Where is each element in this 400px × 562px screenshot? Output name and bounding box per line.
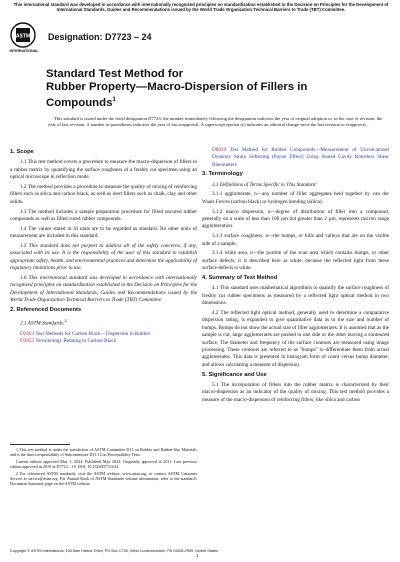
reference-code[interactable]: D3053	[20, 338, 35, 345]
paragraph-3-1-4: 3.1.4 white area, n—the portion of the scan area which contains bumps, or other surface defects; it is described here as white, because the reflected light from these surface defects is white.	[202, 250, 389, 272]
top-banner: This international standard was developed in accordance with internationally recognized principles on standardization established in the Decision on Principles for the Development of International Standards, Guides and Recommendations issued by the World Trade Organization Technical Barriers to Trade (TBT) Committee.	[13, 2, 389, 13]
reference-d2663[interactable]	[10, 331, 197, 338]
footnote-mark-2: 2	[64, 318, 67, 324]
right-column	[202, 147, 389, 407]
paragraph-5-1: 5.1 The incorporation of fillers into the rubber matrix is characterized by their macro-dispersion as an indicator of the quality of mixing. This test method provides a measure of the macro-dispersion of reinforcing fillers, like silica and carbon	[202, 382, 389, 403]
reference-title[interactable]: Test Method for Rubber Compounds—Measurement of Unvulcanized Dynamic Strain Softening (Payne Effect) Using Sealed Cavity Rotorless Shear Rheometers	[212, 147, 390, 168]
logo-label: INTERNATIONAL	[9, 49, 39, 53]
section-5-heading: 5. Significance and Use	[202, 371, 267, 378]
footnotes	[10, 447, 197, 488]
paragraph-4-2: 4.2 The reflected light optical method, generally used to determine a comparative dispersion rating, is expanded to give quantitative data as to the size and number of bumps. Bumps do not show the actual size of filler agglomerates. It is assumed that as the sample is cut, large agglomerates are pushed to one side or the other leaving a contoured surface. The diameter and frequency of the surface contours are measured using image processing. These contours are referred to as "bumps" to differentiate them from actual agglomerates. This data is presented in histogram form of count versus bump diameter, and allows calculating a measure of dispersion.	[202, 309, 389, 368]
copyright-notice: Copyright © ASTM International, 100 Barr Harbor Drive, PO Box C700, West Conshohocken, PA 19428-2959. United States	[10, 549, 219, 553]
issuance-note: This standard is issued under the fixed designation D7723; the number immediately following the designation indicates the year of original adoption or, in the case of revision, the year of last revision. A number in parentheses indicates the year of last reapproval. A superscript epsilon (ε) indicates an editorial change since the last revision or reapproval.	[48, 116, 383, 127]
footnote-1: 1 This test method is under the jurisdiction of ASTM Committee D11 on Rubber and Rubber-like Materials and is the direct responsibility of Subcommittee D11.12 on Processability Tests.	[10, 447, 197, 458]
paragraph-3-1: 3.1 Definitions of Terms Specific to This Standard:	[212, 181, 318, 188]
section-2-heading: 2. Referenced Documents	[10, 306, 82, 313]
footnote-2: 2 For referenced ASTM standards, visit the ASTM website, www.astm.org, or contact ASTM Customer Service at service@astm.org. For Annual Book of ASTM Standards volume information, refer to the standard's Document Summary page on the ASTM website.	[10, 471, 197, 487]
paragraph-1-5: 1.5 This standard does not purport to address all of the safety concerns, if any, associated with its use. It is the responsibility of the user of this standard to establish appropriate safety, health, and environmental practices and determine the applicability of regulatory limitations prior to use.	[10, 242, 197, 272]
title-line-3-text: Compounds	[46, 96, 113, 109]
paragraph-1-6: 1.6 This international standard was developed in accordance with internationally recognized principles on standardization established in the Decision on Principles for the Development of International Standards, Guides and Recommendations issued by the World Trade Organization Technical Barriers to Trade (TBT) Committee.	[10, 274, 197, 304]
paragraph-2-1	[10, 317, 197, 328]
designation: Designation: D7723 – 24	[48, 32, 152, 42]
reference-d3053[interactable]	[10, 338, 197, 345]
paragraph-1-2: 1.2 The method provides a procedure to measure the quality of mixing of reinforcing fillers such as silica and carbon black, as well as inert fillers such as chalk, clay and other solids.	[10, 184, 197, 205]
paragraph-3-1-1: 3.1.1 agglomerate, n—any number of filler aggregates held together by van der Waals Forces (carbon black) or hydrogen bonding (silica).	[202, 191, 389, 205]
reference-title[interactable]: Test Methods for Carbon Black—Dispersion in Rubber	[35, 330, 151, 337]
paragraph-2-1-text: 2.1 ASTM Standards:	[20, 320, 65, 327]
footnote-divider	[10, 444, 70, 445]
paragraph-3-1-2: 3.1.2 macro dispersion, n—degree of distribution of filler into a compound, generally on a scale of less than 100 µm but greater than 2 µm, represents micron range agglomeration.	[202, 208, 389, 230]
reference-title[interactable]: Terminology Relating to Carbon Black	[35, 338, 117, 345]
title-line-1: Standard Test Method for	[46, 68, 184, 80]
title-footnote-mark: 1	[112, 97, 116, 103]
paragraph-1-3: 1.3 The method includes a sample preparation procedure for filled uncured rubber compounds as well as filled cured rubber compounds.	[10, 208, 197, 222]
section-4-heading: 4. Summary of Test Method	[202, 274, 278, 281]
paragraph-3-1-3: 3.1.3 surface roughness, n—the bumps, or hills and valleys that are on the visible side of a sample.	[202, 233, 389, 247]
page-number: 1	[196, 553, 199, 558]
reference-d8059[interactable]	[202, 147, 389, 169]
section-1-heading: 1. Scope	[10, 149, 34, 155]
reference-code[interactable]: D8059	[212, 147, 227, 153]
footnote-1-edition: Current edition approved May 1, 2024. Published May 2024. Originally approved in 2011. Last previous edition approved in 2019 as D7723 – 19. DOI: 10.1520/D7723-24.	[10, 459, 197, 470]
left-column	[10, 147, 197, 345]
svg-text:ASTM: ASTM	[15, 33, 31, 40]
astm-logo-icon	[10, 22, 36, 48]
title-line-3	[46, 94, 366, 110]
paragraph-1-4: 1.4 The values stated in SI units are to be regarded as standard. No other units of measurement are included in this standard.	[10, 225, 197, 240]
section-3-heading: 3. Terminology	[202, 171, 243, 178]
paragraph-4-1: 4.1 This standard uses mathematical algorithms to quantify the surface roughness of freshly cut rubber specimens as measured by a reflected light optical method in two dimensions.	[202, 285, 389, 307]
document-title	[46, 68, 366, 110]
title-line-2: Rubber Property—Macro-Dispersion of Fillers in	[46, 81, 308, 93]
reference-code[interactable]: D2663	[20, 330, 35, 337]
paragraph-1-1: 1.1 This test method covers a procedure to measure the macro-dispersion of fillers in a rubber matrix by quantifying the surface roughness of a freshly cut specimen using an optical microscope in reflection mode.	[10, 159, 197, 181]
